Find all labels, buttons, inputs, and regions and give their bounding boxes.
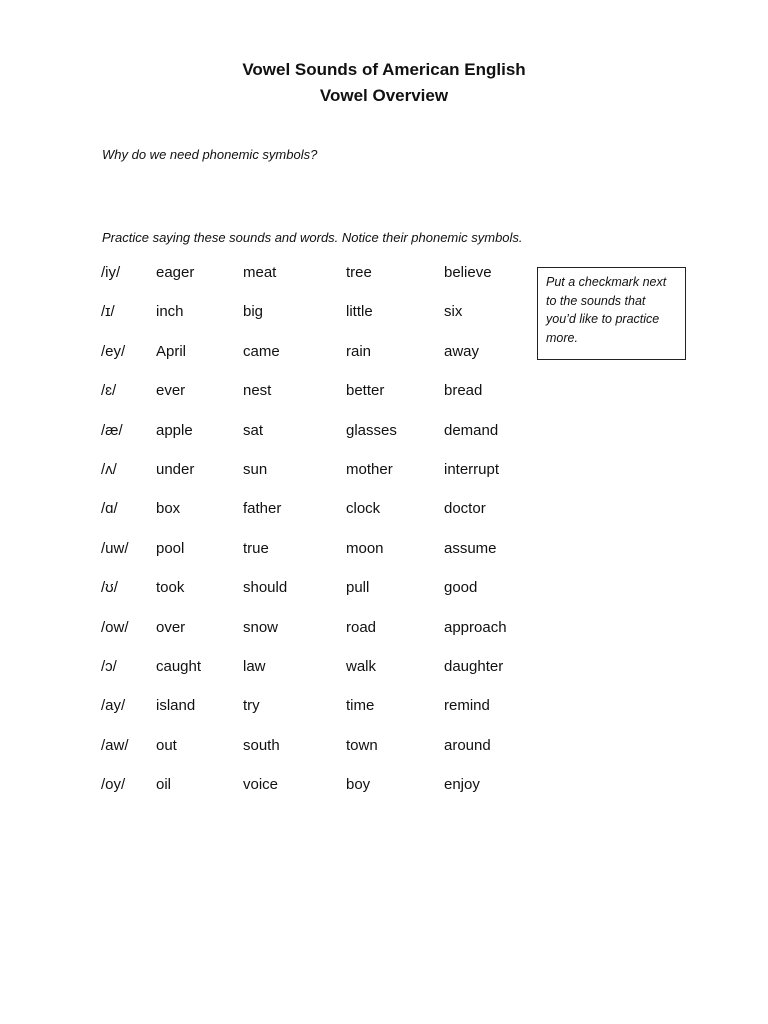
vowel-symbol: /ɑ/ [101, 500, 118, 518]
example-word: under [156, 460, 195, 478]
vowel-row [101, 693, 534, 732]
example-word: approach [444, 618, 507, 636]
vowel-table [101, 260, 534, 811]
example-word: took [156, 579, 185, 597]
vowel-row [101, 772, 534, 811]
example-word: sat [243, 421, 264, 439]
example-word: town [346, 736, 378, 754]
vowel-row [101, 418, 534, 457]
vowel-symbol: /ɛ/ [101, 382, 117, 400]
example-word: try [243, 697, 260, 715]
example-word: voice [243, 776, 279, 794]
example-word: assume [444, 539, 497, 557]
example-word: eager [156, 264, 195, 281]
example-word: road [346, 618, 377, 636]
example-word: remind [444, 697, 490, 715]
example-word: moon [346, 539, 384, 557]
vowel-row [101, 536, 534, 575]
example-word: out [156, 736, 177, 754]
vowel-row [101, 378, 534, 417]
example-word: sun [243, 460, 268, 478]
example-word: walk [346, 657, 377, 675]
example-word: true [243, 539, 269, 557]
vowel-row [101, 457, 534, 496]
vowel-rows [101, 260, 534, 811]
example-word: mother [346, 460, 393, 478]
example-word: should [243, 579, 288, 597]
example-word: law [243, 657, 266, 675]
vowel-row [101, 339, 534, 378]
example-word: snow [243, 618, 279, 636]
vowel-symbol: /ay/ [101, 697, 126, 715]
vowel-row [101, 299, 534, 338]
example-word: came [243, 342, 280, 360]
vowel-symbol: /oy/ [101, 776, 126, 794]
example-word: believe [444, 264, 492, 281]
vowel-symbol: /æ/ [101, 421, 123, 439]
vowel-symbol: /ʌ/ [101, 460, 117, 478]
checkmark-note: Put a checkmark next to the sounds that you’d like to practice more. [537, 267, 686, 360]
example-word: good [444, 579, 478, 597]
example-word: time [346, 697, 375, 715]
vowel-symbol: /ɔ/ [101, 657, 117, 675]
example-word: daughter [444, 657, 504, 675]
example-word: six [444, 303, 463, 321]
example-word: island [156, 697, 196, 715]
document-subtitle: Vowel Overview [319, 86, 449, 105]
example-word: interrupt [444, 460, 500, 478]
example-word: tree [346, 264, 372, 281]
vowel-symbol: /uw/ [101, 539, 129, 557]
vowel-row [101, 260, 534, 299]
example-word: little [346, 303, 373, 321]
example-word: over [156, 618, 186, 636]
vowel-row [101, 575, 534, 614]
example-word: ever [156, 382, 186, 400]
example-word: apple [156, 421, 193, 439]
example-word: April [156, 342, 187, 360]
example-word: nest [243, 382, 272, 400]
example-word: enjoy [444, 776, 480, 794]
example-word: inch [156, 303, 184, 321]
example-word: demand [444, 421, 499, 439]
vowel-symbol: /ow/ [101, 618, 129, 636]
example-word: boy [346, 776, 371, 794]
document-title: Vowel Sounds of American English [242, 60, 526, 79]
example-word: around [444, 736, 491, 754]
question-prompt: Why do we need phonemic symbols? [102, 147, 318, 162]
example-word: better [346, 382, 385, 400]
example-word: away [444, 342, 480, 360]
vowel-row [101, 496, 534, 535]
example-word: pool [156, 539, 185, 557]
example-word: caught [156, 657, 202, 675]
example-word: clock [346, 500, 381, 518]
vowel-row [101, 615, 534, 654]
example-word: south [243, 736, 280, 754]
example-word: oil [156, 776, 172, 794]
example-word: pull [346, 579, 370, 597]
vowel-symbol: /ɪ/ [101, 303, 115, 321]
example-word: bread [444, 382, 483, 400]
vowel-row [101, 654, 534, 693]
example-word: big [243, 303, 264, 321]
vowel-symbol: /ʊ/ [101, 579, 118, 597]
example-word: father [243, 500, 282, 518]
vowel-symbol: /ey/ [101, 342, 126, 360]
example-word: rain [346, 342, 372, 360]
example-word: glasses [346, 421, 397, 439]
example-word: box [156, 500, 181, 518]
vowel-symbol: /iy/ [101, 264, 121, 281]
example-word: doctor [444, 500, 486, 518]
instruction-prompt: Practice saying these sounds and words. Notice their phonemic symbols. [102, 230, 523, 245]
example-word: meat [243, 264, 277, 281]
vowel-row [101, 733, 534, 772]
vowel-symbol: /aw/ [101, 736, 129, 754]
